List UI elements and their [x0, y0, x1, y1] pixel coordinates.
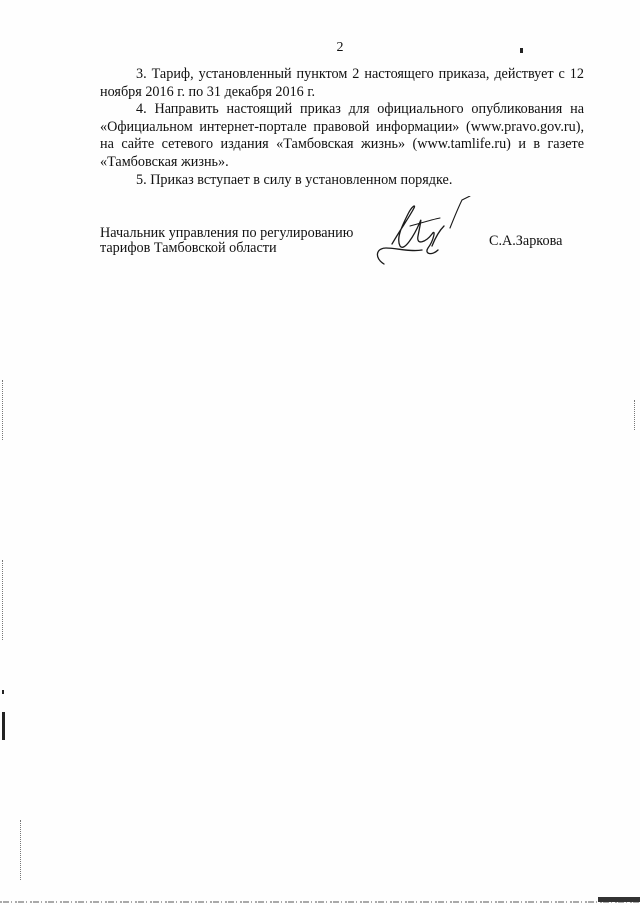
handwritten-signature-icon	[370, 196, 480, 272]
signer-position-line-1: Начальник управления по регулированию	[100, 225, 354, 241]
document-body	[100, 66, 584, 189]
scan-dots-left-lower	[2, 560, 3, 640]
scan-bottom-edge	[0, 896, 640, 905]
paragraph-5: 5. Приказ вступает в силу в установленном порядке.	[136, 171, 453, 188]
signer-name: С.А.Заркова	[489, 233, 563, 249]
scan-mark-tick	[520, 48, 523, 53]
scan-dots-left-upper	[2, 380, 3, 440]
scan-dots-left-bottom	[20, 820, 21, 880]
paragraph-4: 4. Направить настоящий приказ для официального опубликования на «Официальном интернет-портале правовой информации» (www.pravo.gov.ru), на сайте сетевого издания «Тамбовская жизнь» (www.tamlife.ru) и в газете «Тамбовская жизнь».	[100, 101, 584, 170]
signer-position-line-2: тарифов Тамбовской области	[100, 240, 277, 256]
signer-position	[100, 226, 400, 256]
page-number: 2	[336, 40, 344, 55]
scan-mark-left-bar	[2, 712, 5, 740]
scan-dots-right	[634, 400, 635, 430]
paragraph-3: 3. Тариф, установленный пунктом 2 настоящего приказа, действует с 12 ноября 2016 г. по 31 декабря 2016 г.	[100, 66, 584, 100]
scan-mark-left-edge	[2, 690, 4, 694]
